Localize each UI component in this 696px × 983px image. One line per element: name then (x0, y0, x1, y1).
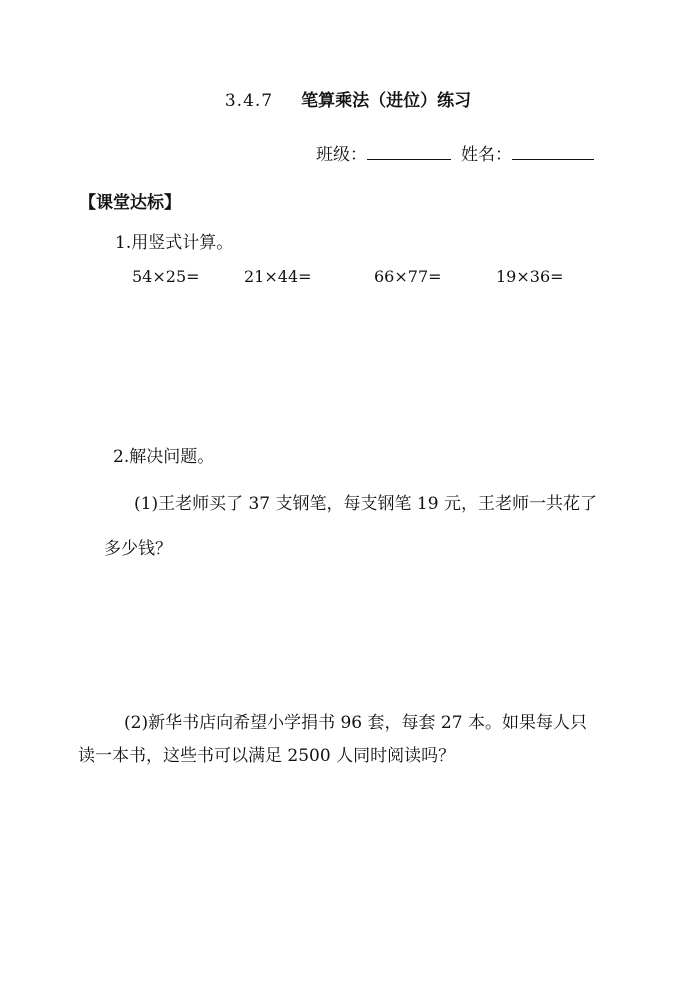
class-blank[interactable] (367, 145, 451, 160)
expression-4: 19×36= (496, 267, 564, 286)
name-label: 姓名： (461, 145, 512, 165)
expression-1: 54×25= (132, 267, 200, 286)
page-title (0, 86, 696, 111)
problem-1-line-1: (1)王老师买了 37 支钢笔，每支钢笔 19 元，王老师一共花了 (134, 494, 597, 514)
problem-2-line-2: 读一本书，这些书可以满足 2500 人同时阅读吗？ (78, 746, 456, 766)
expression-3: 66×77= (374, 267, 442, 286)
problem-1-line-2: 多少钱？ (104, 539, 172, 559)
problem-2-line-1: (2)新华书店向希望小学捐书 96 套，每套 27 本。如果每人只 (124, 713, 587, 733)
student-info (316, 140, 594, 165)
expression-2: 21×44= (244, 267, 312, 286)
lesson-title: 笔算乘法（进位）练习 (301, 91, 472, 111)
section-title: 【课堂达标】 (79, 193, 181, 213)
question-2-label: 2.解决问题。 (113, 447, 215, 467)
class-label: 班级： (316, 145, 367, 165)
question-1-label: 1.用竖式计算。 (115, 233, 234, 253)
name-blank[interactable] (512, 145, 594, 160)
lesson-number: 3.4.7 (224, 91, 274, 111)
